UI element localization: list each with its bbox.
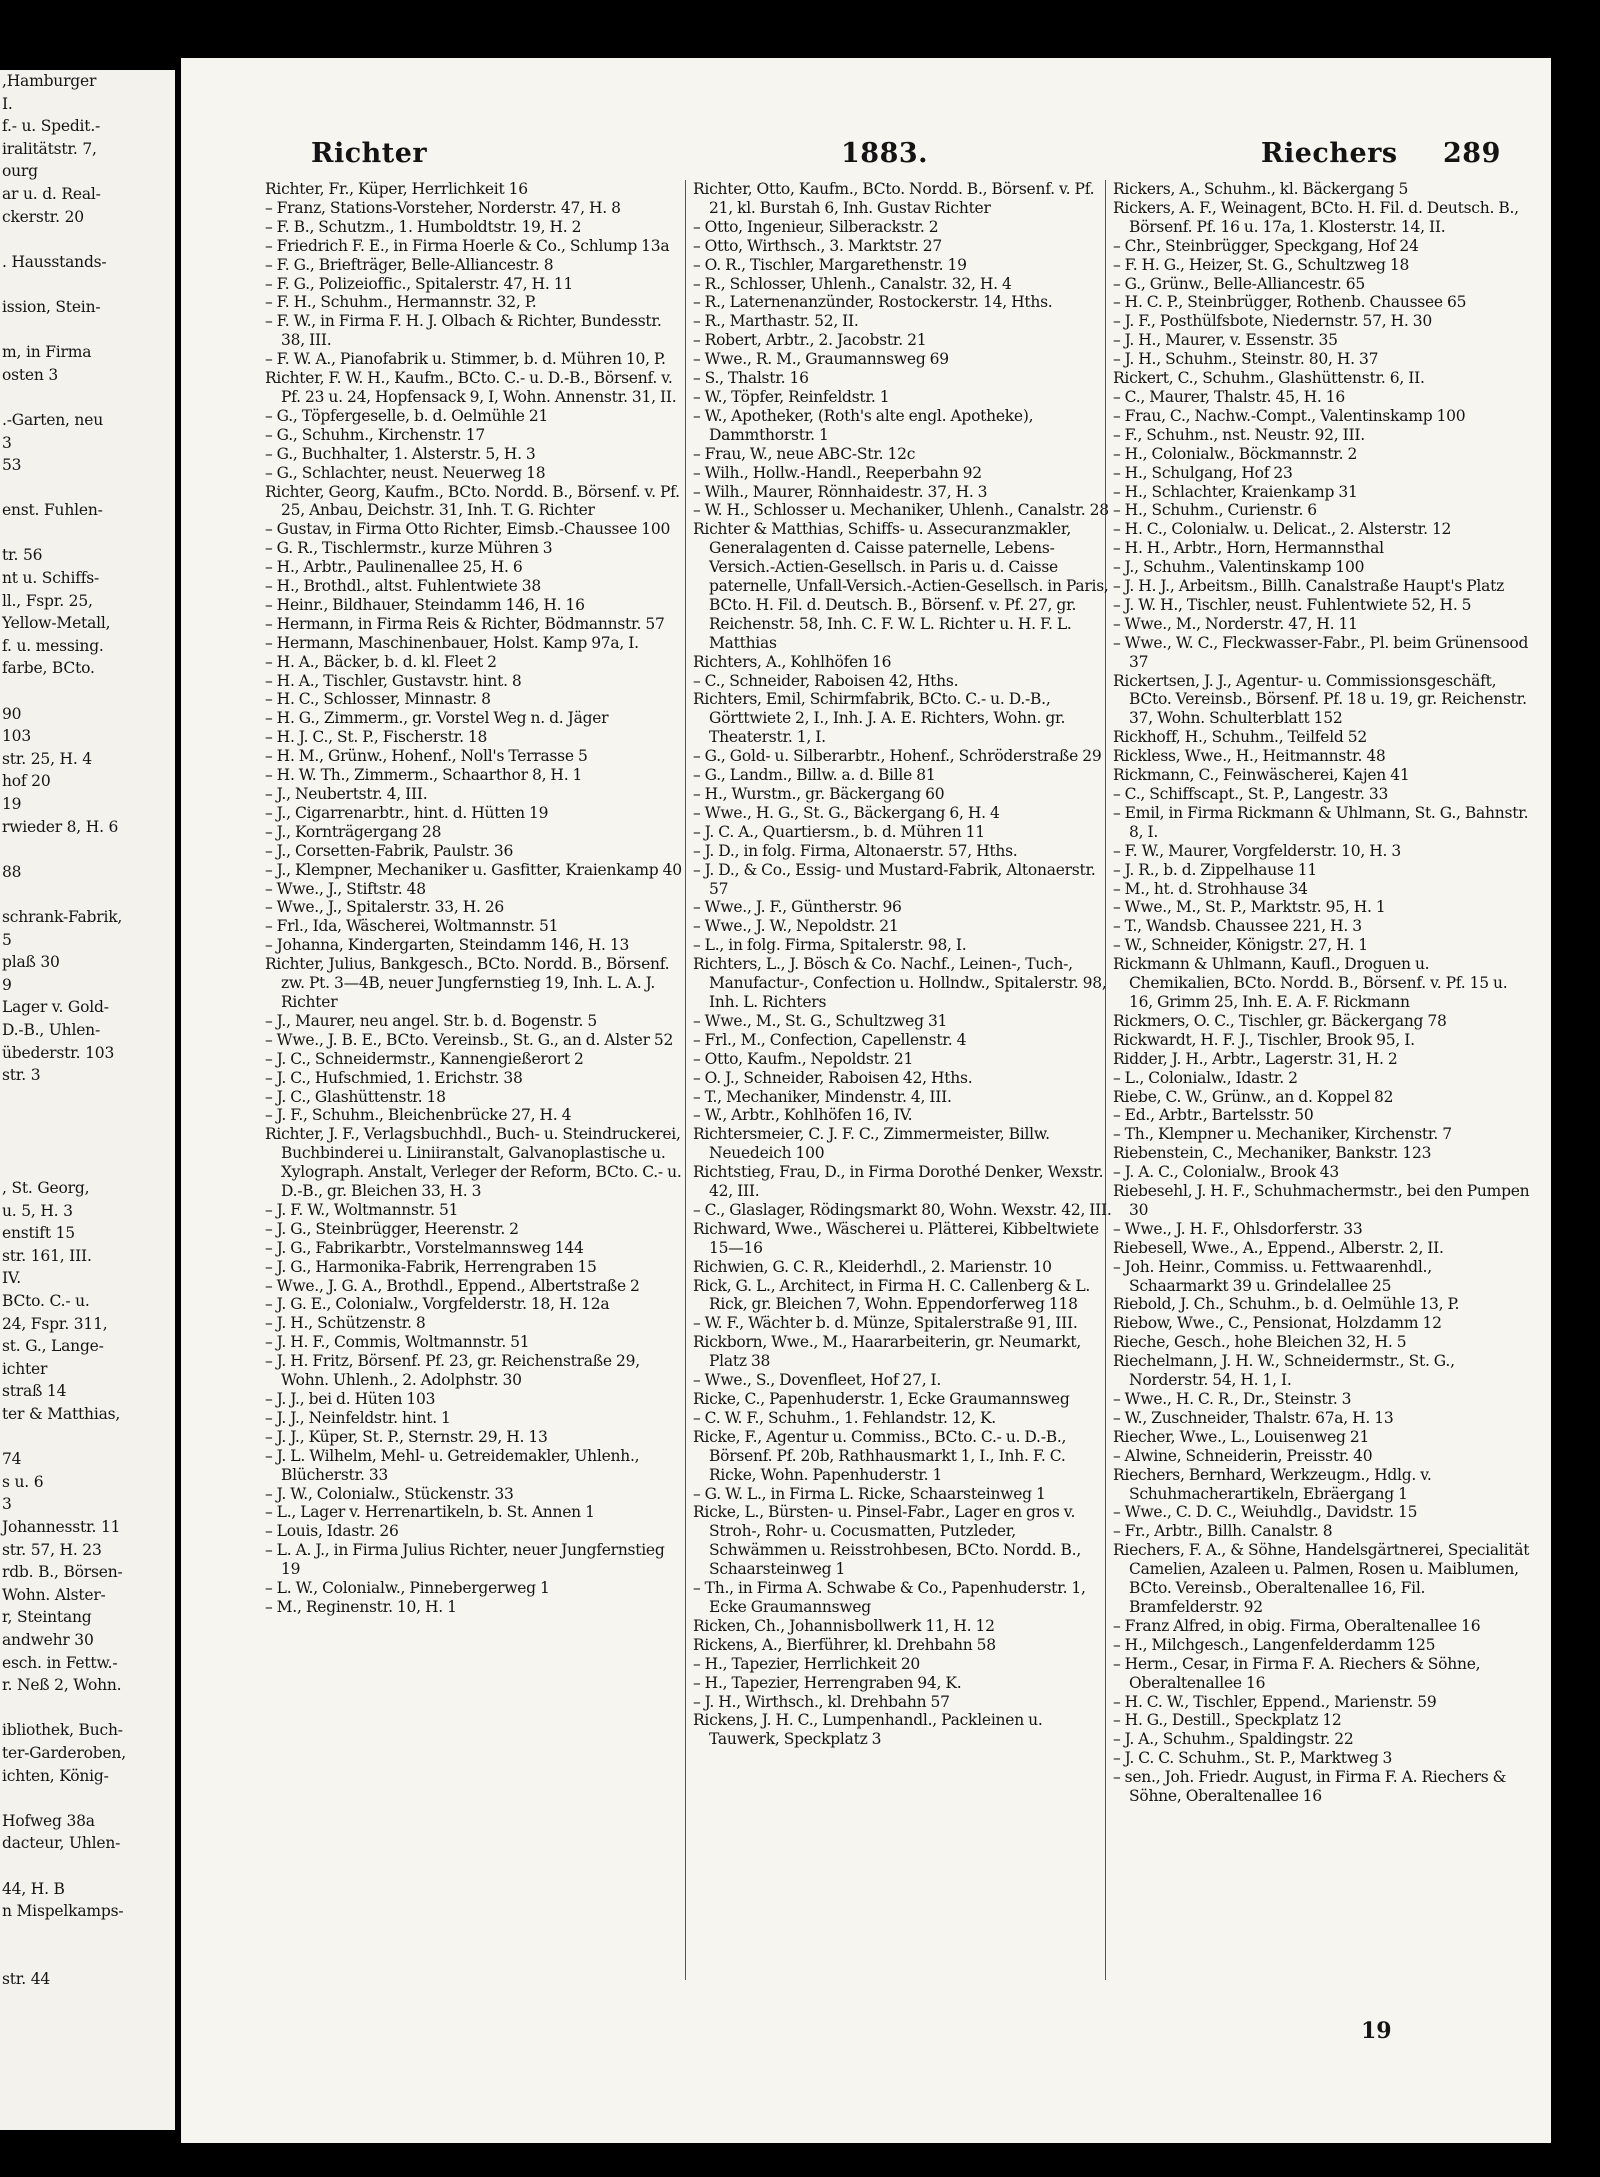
directory-entry: – H. A., Bäcker, b. d. kl. Fleet 2 [265,652,497,671]
previous-page-line: übederstr. 103 [2,1043,115,1062]
previous-page-line: 3 [2,433,12,452]
directory-entry: – W., Schneider, Königstr. 27, H. 1 [1113,936,1368,955]
directory-entry: – J., Klempner, Mechaniker u. Gasfitter, Kraienkamp 40 [265,860,682,879]
previous-page-line: n Mispelkamps- [2,1902,124,1921]
previous-page-line: str. 44 [2,1969,51,1988]
directory-entry: – Gustav, in Firma Otto Richter, Eimsb.-Chaussee 100 [265,520,671,539]
directory-entry: Rickers, A. F., Weinagent, BCto. H. Fil. d. Deutsch. B., Börsenf. Pf. 16 u. 17a, 1. Klosterstr. 14, II. [1113,198,1519,236]
directory-entry: – Chr., Steinbrügger, Speckgang, Hof 24 [1113,236,1419,255]
running-header [181,138,1551,178]
directory-entry: – J. F. W., Woltmannstr. 51 [265,1200,459,1219]
directory-entry: – Wwe., M., St. G., Schultzweg 31 [693,1011,948,1030]
directory-entry: – J. H. J., Arbeitsm., Billh. Canalstraße Haupt's Platz [1113,577,1504,596]
previous-page-line: rdb. B., Börsen- [2,1563,123,1582]
directory-entry: – H., Tapezier, Herrengraben 94, K. [693,1673,962,1692]
directory-entry: – J. H., Wirthsch., kl. Drehbahn 57 [693,1692,950,1711]
directory-entry: – Wwe., M., Norderstr. 47, H. 11 [1113,614,1358,633]
directory-entry: Ricke, C., Papenhuderstr. 1, Ecke Graumannsweg [693,1390,1070,1408]
directory-entry: Richwien, G. C. R., Kleiderhdl., 2. Marienstr. 10 [693,1257,1052,1276]
previous-page-line: I. [2,94,13,113]
directory-entry: – J. G., Harmonika-Fabrik, Herrengraben 15 [265,1257,597,1276]
directory-entry: – M., ht. d. Strohhause 34 [1113,879,1308,898]
previous-page-lines [0,70,175,1990]
previous-page-line: BCto. C.- u. [2,1292,90,1311]
directory-entry: Rickertsen, J. J., Agentur- u. Commissionsgeschäft, BCto. Vereinsb., Börsenf. Pf. 18 u. 19, gr. Reichenstr. 37, Wohn. Schulterblatt 152 [1113,671,1527,728]
previous-page-line [0,1109,175,1132]
directory-entry: – Hermann, Maschinenbauer, Holst. Kamp 97a, I. [265,633,639,652]
directory-entry: – G., Landm., Billw. a. d. Bille 81 [693,766,936,785]
directory-entry: – L., Lager v. Herrenartikeln, b. St. Annen 1 [265,1503,595,1522]
directory-entry: Richters, A., Kohlhöfen 16 [693,652,892,671]
directory-entry: – F., Schuhm., nst. Neustr. 92, III. [1113,425,1365,444]
directory-entry: – Ed., Arbtr., Bartelsstr. 50 [1113,1106,1314,1125]
directory-entry: – J., Cigarrenarbtr., hint. d. Hütten 19 [265,803,549,822]
directory-entry: – Alwine, Schneiderin, Preisstr. 40 [1113,1446,1373,1465]
directory-entry: Riebe, C. W., Grünw., an d. Koppel 82 [1113,1087,1394,1106]
directory-entry: Riebenstein, C., Mechaniker, Bankstr. 123 [1113,1144,1432,1163]
directory-entry: – Wilh., Hollw.-Handl., Reeperbahn 92 [693,463,982,482]
directory-entry: – J. C. A., Quartiersm., b. d. Mühren 11 [693,822,985,841]
previous-page-line [0,1087,175,1110]
previous-page-line: tr. 56 [2,546,43,565]
directory-entry: – J. H., Maurer, v. Essenstr. 35 [1113,331,1338,350]
directory-entry: – C. W. F., Schuhm., 1. Fehlandstr. 12, K. [693,1408,996,1427]
directory-entry: – Heinr., Bildhauer, Steindamm 146, H. 16 [265,595,585,614]
previous-page-line: 53 [2,456,22,475]
previous-page-line: f. u. messing. [2,636,104,655]
previous-page-line: ichter [2,1359,48,1378]
previous-page-line [0,838,175,861]
directory-entry: – J. H. F., Commis, Woltmannstr. 51 [265,1333,530,1352]
directory-entry: Rickens, J. H. C., Lumpenhandl., Packleinen u. Tauwerk, Speckplatz 3 [693,1711,1043,1749]
directory-entry: – Hermann, in Firma Reis & Richter, Bödmannstr. 57 [265,614,665,633]
directory-entry: – H., Schlachter, Kraienkamp 31 [1113,482,1358,501]
directory-entry: – J. F., Posthülfsbote, Niedernstr. 57, H. 30 [1113,312,1432,331]
directory-entry: – Frl., Ida, Wäscherei, Woltmannstr. 51 [265,917,559,936]
directory-entry: – Wwe., J. W., Nepoldstr. 21 [693,917,899,936]
previous-page-line: ourg [2,162,38,181]
directory-entry: – J., Kornträgergang 28 [265,822,442,841]
directory-entry: Riechelmann, J. H. W., Schneidermstr., St. G., Norderstr. 54, H. 1, I. [1113,1352,1455,1390]
directory-entry: – G. R., Tischlermstr., kurze Mühren 3 [265,539,553,558]
directory-entry: Rickless, Wwe., H., Heitmannstr. 48 [1113,747,1386,766]
directory-entry: – J. G., Steinbrügger, Heerenstr. 2 [265,1219,519,1238]
directory-entry: – Wwe., J., Stiftstr. 48 [265,879,426,898]
directory-entry: – Wwe., J. B. E., BCto. Vereinsb., St. G., an d. Alster 52 [265,1030,674,1049]
previous-page-line: hof 20 [2,772,51,791]
previous-page-line: 5 [2,930,12,949]
directory-entry: – R., Laternenanzünder, Rostockerstr. 14, Hths. [693,293,1053,312]
directory-entry: Rickwardt, H. F. J., Tischler, Brook 95, I. [1113,1030,1415,1049]
directory-entry: Riebesell, Wwe., A., Eppend., Alberstr. 2, II. [1113,1238,1444,1257]
directory-entry: – H. C. P., Steinbrügger, Rothenb. Chaussee 65 [1113,293,1467,312]
directory-entry: – Th., in Firma A. Schwabe & Co., Papenhuderstr. 1, Ecke Graumannsweg [693,1579,1086,1616]
directory-entry: – S., Thalstr. 16 [693,369,809,388]
previous-page-line: straß 14 [2,1382,67,1401]
directory-entry: – H. G., Destill., Speckplatz 12 [1113,1711,1342,1730]
directory-entry: – C., Maurer, Thalstr. 45, H. 16 [1113,387,1345,406]
directory-entry: – L., Colonialw., Idastr. 2 [1113,1068,1298,1087]
directory-entry: Rickens, A., Bierführer, kl. Drehbahn 58 [693,1635,996,1654]
directory-entry: Richter, F. W. H., Kaufm., BCto. C.- u. D.-B., Börsenf. v. Pf. 23 u. 24, Hopfensack 9, I, Wohn. Annenstr. 31, II. [265,369,677,406]
previous-page-line: ichten, König- [2,1766,109,1785]
previous-page-line: plaß 30 [2,953,60,972]
directory-entry: – R., Schlosser, Uhlenh., Canalstr. 32, H. 4 [693,274,1012,293]
previous-page-line: osten 3 [2,365,59,384]
directory-entry: – H. J. C., St. P., Fischerstr. 18 [265,728,488,747]
directory-entry: – Fr., Arbtr., Billh. Canalstr. 8 [1113,1522,1333,1541]
previous-page-line: 24, Fspr. 311, [2,1314,108,1333]
directory-entry: Richtstieg, Frau, D., in Firma Dorothé Denker, Wexstr. 42, III. [693,1163,1104,1201]
directory-entry: – J., Corsetten-Fabrik, Paulstr. 36 [265,841,514,860]
directory-entry: – sen., Joh. Friedr. August, in Firma F. A. Riechers & Söhne, Oberaltenallee 16 [1113,1768,1507,1806]
directory-entry: – H., Tapezier, Herrlichkeit 20 [693,1654,921,1673]
directory-entry: Riebesehl, J. H. F., Schuhmachermstr., bei den Pumpen 30 [1113,1182,1530,1219]
directory-entry: – H. M., Grünw., Hohenf., Noll's Terrasse 5 [265,747,588,766]
directory-entry: – G., Schuhm., Kirchenstr. 17 [265,425,485,444]
directory-entry: – J. C., Schneidermstr., Kannengießerort 2 [265,1049,584,1068]
previous-page-line: str. 25, H. 4 [2,749,92,768]
previous-page-line [0,319,175,342]
directory-entry: – G. W. L., in Firma L. Ricke, Schaarsteinweg 1 [693,1484,1046,1503]
previous-page-line: 19 [2,795,22,813]
previous-page-line: Yellow-Metall, [2,614,111,633]
previous-page-line [0,883,175,906]
directory-entry: – H. C. W., Tischler, Eppend., Marienstr. 59 [1113,1692,1437,1711]
directory-entry: – H. C., Colonialw. u. Delicat., 2. Alsterstr. 12 [1113,520,1452,539]
directory-entry: – L. A. J., in Firma Julius Richter, neuer Jungfernstieg 19 [265,1541,665,1579]
directory-entry: – W., Zuschneider, Thalstr. 67a, H. 13 [1113,1408,1394,1427]
directory-entry: – F. W., Maurer, Vorgfelderstr. 10, H. 3 [1113,841,1401,860]
directory-entry: Rickers, A., Schuhm., kl. Bäckergang 5 [1113,180,1409,198]
directory-entry: – Franz, Stations-Vorsteher, Norderstr. 47, H. 8 [265,198,621,217]
directory-entry: – F. H., Schuhm., Hermannstr. 32, P. [265,293,537,312]
previous-page-line [0,1855,175,1878]
previous-page-line [0,1945,175,1968]
directory-entry: – O. J., Schneider, Raboisen 42, Hths. [693,1068,973,1087]
previous-page-line: ter-Garderoben, [2,1743,126,1762]
previous-page-line: st. G., Lange- [2,1337,104,1356]
directory-entry: – Wwe., H. G., St. G., Bäckergang 6, H. 4 [693,803,1000,822]
directory-entry: – H., Arbtr., Paulinenallee 25, H. 6 [265,558,523,577]
directory-entry: – W., Arbtr., Kohlhöfen 16, IV. [693,1106,913,1125]
directory-entry: – Wwe., S., Dovenfleet, Hof 27, I. [693,1371,942,1390]
directory-entry: – H. G., Zimmerm., gr. Vorstel Weg n. d. Jäger [265,709,609,728]
previous-page-line [0,1923,175,1946]
previous-page-line [0,680,175,703]
previous-page-line: str. 3 [2,1066,41,1085]
directory-entry: – Franz Alfred, in obig. Firma, Oberaltenallee 16 [1113,1616,1481,1635]
directory-column-2 [693,180,1113,2090]
directory-entry: Richters, L., J. Bösch & Co. Nachf., Leinen-, Tuch-, Manufactur-, Confection u. Hollndw., Spitalerstr. 98, Inh. L. Richters [693,955,1107,1011]
previous-page-line: rwieder 8, H. 6 [2,817,119,836]
directory-entry: – Emil, in Firma Rickmann & Uhlmann, St. G., Bahnstr. 8, I. [1113,803,1529,841]
directory-entry: – F. G., Polizeioffic., Spitalerstr. 47, H. 11 [265,274,573,293]
directory-entry: – J. A. C., Colonialw., Brook 43 [1113,1163,1340,1182]
directory-entry: – H., Brothdl., altst. Fuhlentwiete 38 [265,577,541,596]
previous-page-line: enstift 15 [2,1224,75,1243]
signature-mark: 19 [1361,2018,1392,2044]
previous-page-line: 3 [2,1495,12,1514]
directory-entry: – Herm., Cesar, in Firma F. A. Riechers & Söhne, Oberaltenallee 16 [1113,1654,1481,1692]
previous-page-line: enst. Fuhlen- [2,501,103,520]
directory-entry: Richter, J. F., Verlagsbuchhdl., Buch- u. Steindruckerei, Buchbinderei u. Liniiranstalt, Galvanoplastische u. Xylograph. Anstalt, Verleger der Reform, BCto. C.- u. D.-B., gr. Bleichen 33, H. 3 [265,1125,682,1201]
directory-entry: – C., Glaslager, Rödingsmarkt 80, Wohn. Wexstr. 42, III. [693,1200,1112,1219]
directory-entry: – Joh. Heinr., Commiss. u. Fettwaarenhdl., Schaarmarkt 39 u. Grindelallee 25 [1113,1257,1432,1295]
previous-page-line: r, Steintang [2,1608,92,1627]
directory-entry: – J. H., Schuhm., Steinstr. 80, H. 37 [1113,350,1379,369]
directory-entry: – F. G., Briefträger, Belle-Alliancestr. 8 [265,255,554,274]
previous-page-line [0,273,175,296]
previous-page-line: Lager v. Gold- [2,998,109,1017]
directory-entry: – R., Marthastr. 52, II. [693,312,859,331]
previous-page-line: Johannesstr. 11 [2,1518,121,1536]
directory-entry: – H., Schuhm., Curienstr. 6 [1113,501,1317,520]
previous-page-line: u. 5, H. 3 [2,1201,73,1220]
directory-entry: – Frau, C., Nachw.-Compt., Valentinskamp 100 [1113,406,1466,425]
directory-entry: – M., Reginenstr. 10, H. 1 [265,1597,457,1616]
directory-entry: – Wwe., W. C., Fleckwasser-Fabr., Pl. beim Grünensood 37 [1113,633,1529,671]
previous-page-line: 88 [2,862,22,881]
header-year: 1883. [841,138,929,169]
previous-page-line: 9 [2,975,12,994]
directory-entry: – C., Schneider, Raboisen 42, Hths. [693,671,959,690]
directory-entry: – J. H. Fritz, Börsenf. Pf. 23, gr. Reichenstraße 29, Wohn. Uhlenh., 2. Adolphstr. 30 [265,1352,640,1390]
previous-page-line [0,1155,175,1178]
directory-entry: – W., Töpfer, Reinfeldstr. 1 [693,387,890,406]
previous-page-line [0,1787,175,1810]
directory-entry: – J. A., Schuhm., Spaldingstr. 22 [1113,1730,1354,1749]
directory-entry: – Wilh., Maurer, Rönnhaidestr. 37, H. 3 [693,482,988,501]
directory-entry: – G., Schlachter, neust. Neuerweg 18 [265,463,546,482]
directory-entry: – F. W., in Firma F. H. J. Olbach & Richter, Bundesstr. 38, III. [265,312,662,350]
directory-entry: Riechers, Bernhard, Werkzeugm., Hdlg. v. Schuhmacherartikeln, Ebräergang 1 [1113,1465,1432,1503]
directory-entry: – Wwe., C. D. C., Weiuhdlg., Davidstr. 15 [1113,1503,1418,1522]
directory-entry: – J. W. H., Tischler, neust. Fuhlentwiete 52, H. 5 [1113,595,1472,614]
previous-page-line: ll., Fspr. 25, [2,591,93,610]
directory-entry: Riebow, Wwe., C., Pensionat, Holzdamm 12 [1113,1314,1442,1333]
directory-entry: Rickborn, Wwe., M., Haararbeiterin, gr. Neumarkt, Platz 38 [693,1333,1082,1371]
previous-page-line: f.- u. Spedit.- [2,117,101,136]
previous-page-line: str. 57, H. 23 [2,1540,102,1559]
previous-page-line [0,228,175,251]
directory-entry: – L., in folg. Firma, Spitalerstr. 98, I. [693,936,967,955]
header-left-keyword: Richter [311,138,428,169]
previous-page-line: schrank-Fabrik, [2,907,123,926]
directory-entry: – J. J., Neinfeldstr. hint. 1 [265,1408,451,1427]
previous-page-line: Wohn. Alster- [2,1585,106,1604]
directory-entry: – Otto, Ingenieur, Silberackstr. 2 [693,217,939,236]
directory-entry: – H., Schulgang, Hof 23 [1113,463,1293,482]
directory-column-1 [265,180,685,2090]
directory-entry: – Johanna, Kindergarten, Steindamm 146, H. 13 [265,936,630,955]
directory-entry: – T., Wandsb. Chaussee 221, H. 3 [1113,917,1362,936]
directory-entry: Richter, Fr., Küper, Herrlichkeit 16 [265,180,528,198]
previous-page-line: ar u. d. Real- [2,184,101,203]
previous-page-line: farbe, BCto. [2,659,95,678]
directory-entry: Richter, Julius, Bankgesch., BCto. Nordd. B., Börsenf. zw. Pt. 3—4B, neuer Jungfernstieg 19, Inh. L. A. J. Richter [265,955,670,1011]
directory-entry: – W., Apotheker, (Roth's alte engl. Apotheke), Dammthorstr. 1 [693,406,1034,444]
previous-page-line: ission, Stein- [2,297,101,316]
directory-entry: – F. H. G., Heizer, St. G., Schultzweg 18 [1113,255,1410,274]
directory-column-3 [1113,180,1533,2090]
previous-page-line: dacteur, Uhlen- [2,1834,121,1853]
directory-entry: – Wwe., J. F., Güntherstr. 96 [693,898,902,917]
directory-entry: – G., Gold- u. Silberarbtr., Hohenf., Schröderstraße 29 [693,747,1102,766]
previous-page-line [0,477,175,500]
directory-entry: Rickmann, C., Feinwäscherei, Kajen 41 [1113,766,1410,785]
previous-page-line: str. 161, III. [2,1246,92,1265]
directory-entry: – J., Maurer, neu angel. Str. b. d. Bogenstr. 5 [265,1011,598,1030]
directory-entry: Ricke, L., Bürsten- u. Pinsel-Fabr., Lager en gros v. Stroh-, Rohr- u. Cocusmatten, Putzleder, Schwämmen u. Reisstrohbesen, BCto. Nordd. B., Schaarsteinweg 1 [693,1503,1082,1579]
directory-entry: – Wwe., M., St. P., Marktstr. 95, H. 1 [1113,898,1386,917]
directory-entry: – J. C., Glashüttenstr. 18 [265,1087,446,1106]
directory-entry: – H. C., Schlosser, Minnastr. 8 [265,690,491,709]
previous-page-line: 103 [2,727,31,746]
directory-entry: – J., Neubertstr. 4, III. [265,785,428,803]
previous-page-line: ter & Matthias, [2,1405,121,1424]
directory-entry: – H. H., Arbtr., Horn, Hermannsthal [1113,539,1384,558]
directory-entry: Richter, Otto, Kaufm., BCto. Nordd. B., Börsenf. v. Pf. 21, kl. Burstah 6, Inh. Gustav Richter [693,180,1095,217]
directory-entry: Rickmann & Uhlmann, Kaufl., Droguen u. Chemikalien, BCto. Nordd. B., Börsenf. v. Pf. 15 u. 16, Grimm 25, Inh. E. A. F. Rickmann [1113,955,1508,1011]
directory-entry: – Frau, W., neue ABC-Str. 12c [693,444,916,463]
directory-entry: – Wwe., J., Spitalerstr. 33, H. 26 [265,898,505,917]
directory-entry: – J. J., Küper, St. P., Sternstr. 29, H. 13 [265,1427,548,1446]
directory-entry: – H., Milchgesch., Langenfelderdamm 125 [1113,1635,1436,1654]
previous-page-line: D.-B., Uhlen- [2,1020,101,1039]
directory-entry: – H. W. Th., Zimmerm., Schaarthor 8, H. 1 [265,766,583,785]
previous-page-line: .-Garten, neu [2,410,103,429]
previous-page-line: ,Hamburger [2,72,97,90]
directory-entry: Richter & Matthias, Schiffs- u. Assecuranzmakler, Generalagenten d. Caisse paternelle, Lebens-Versich.-Actien-Gesellsch. in Paris u. d. Caisse paternelle, Unfall-Versich.-Actien-Gesellsch. in Paris, BCto. H. Fil. d. Deutsch. B., Börsenf. v. Pf. 27, gr. Reichenstr. 58, Inh. C. F. W. L. Richter u. H. F. L. Matthias [693,520,1109,652]
directory-entry: Richward, Wwe., Wäscherei u. Plätterei, Kibbeltwiete 15—16 [693,1219,1099,1257]
directory-entry: – Wwe., J. H. F., Ohlsdorferstr. 33 [1113,1219,1363,1238]
directory-entry: – J. J., bei d. Hüten 103 [265,1390,436,1408]
directory-entry: Richtersmeier, C. J. F. C., Zimmermeister, Billw. Neuedeich 100 [693,1125,1050,1163]
directory-entry: – Wwe., H. C. R., Dr., Steinstr. 3 [1113,1390,1352,1408]
directory-entry: – Wwe., R. M., Graumannsweg 69 [693,350,949,369]
directory-entry: – Robert, Arbtr., 2. Jacobstr. 21 [693,331,927,350]
directory-entry: – J. G. E., Colonialw., Vorgfelderstr. 18, H. 12a [265,1295,610,1314]
directory-entry: Rickert, C., Schuhm., Glashüttenstr. 6, II. [1113,369,1425,388]
page-number: 289 [1443,138,1501,169]
previous-page-line: 90 [2,704,22,723]
directory-entry: – J. R., b. d. Zippelhause 11 [1113,860,1317,879]
directory-entry: – G., Töpfergeselle, b. d. Oelmühle 21 [265,406,549,425]
directory-entry: – Louis, Idastr. 26 [265,1522,399,1541]
directory-entry: – O. R., Tischler, Margarethenstr. 19 [693,255,967,274]
previous-page-line: iralitätstr. 7, [2,139,97,158]
directory-entry: – F. W. A., Pianofabrik u. Stimmer, b. d. Mühren 10, P. [265,350,666,369]
previous-page-line: andwehr 30 [2,1630,94,1649]
directory-entry: – Otto, Kaufm., Nepoldstr. 21 [693,1049,914,1068]
directory-entry: Rickmers, O. C., Tischler, gr. Bäckergang 78 [1113,1011,1447,1030]
directory-entry: – H., Colonialw., Böckmannstr. 2 [1113,444,1358,463]
previous-page-line [0,386,175,409]
directory-entry: – J. H., Schützenstr. 8 [265,1314,426,1333]
directory-entry: – C., Schiffscapt., St. P., Langestr. 33 [1113,785,1389,803]
directory-entry: Rick, G. L., Architect, in Firma H. C. Callenberg & L. Rick, gr. Bleichen 7, Wohn. Eppendorferweg 118 [693,1276,1091,1314]
directory-entry: – J. L. Wilhelm, Mehl- u. Getreidemakler, Uhlenh., Blücherstr. 33 [265,1446,640,1484]
directory-entry: Riecher, Wwe., L., Louisenweg 21 [1113,1427,1370,1446]
directory-entry: Rickhoff, H., Schuhm., Teilfeld 52 [1113,728,1367,747]
directory-entry: – J. D., & Co., Essig- und Mustard-Fabrik, Altonaerstr. 57 [693,860,1096,898]
previous-page-line: Hofweg 38a [2,1811,95,1830]
previous-page-line: ibliothek, Buch- [2,1721,123,1740]
directory-entry: – H. A., Tischler, Gustavstr. hint. 8 [265,671,522,690]
directory-entry: Riebold, J. Ch., Schuhm., b. d. Oelmühle 13, P. [1113,1295,1460,1314]
previous-page-line: 74 [2,1450,22,1469]
directory-entry: – J. W., Colonialw., Stückenstr. 33 [265,1484,514,1503]
directory-entry: – J. G., Fabrikarbtr., Vorstelmannsweg 144 [265,1238,584,1257]
directory-entry: Riechers, F. A., & Söhne, Handelsgärtnerei, Specialität Camelien, Azaleen u. Palmen, Rosen u. Maiblumen, BCto. Vereinsb., Oberaltenallee 16, Fil. Bramfelderstr. 92 [1113,1541,1530,1616]
directory-entry: – J. F., Schuhm., Bleichenbrücke 27, H. 4 [265,1106,572,1125]
directory-entry: – T., Mechaniker, Mindenstr. 4, III. [693,1087,952,1106]
directory-entry: – Th., Klempner u. Mechaniker, Kirchenstr. 7 [1113,1125,1452,1144]
directory-entry: Rieche, Gesch., hohe Bleichen 32, H. 5 [1113,1333,1407,1352]
previous-page-line: m, in Firma [2,343,92,362]
directory-entry: Ricken, Ch., Johannisbollwerk 11, H. 12 [693,1616,995,1635]
directory-page [181,58,1551,2143]
header-right-keyword: Riechers [1261,138,1398,169]
previous-page-line [0,1697,175,1720]
directory-entry: Richters, Emil, Schirmfabrik, BCto. C.- u. D.-B., Görttwiete 2, I., Inh. J. A. E. Richters, Wohn. gr. Theaterstr. 1, I. [693,690,1066,747]
column-rule [685,180,686,1980]
directory-entry: – G., Buchhalter, 1. Alsterstr. 5, H. 3 [265,444,536,463]
previous-page-line [0,522,175,545]
directory-entry: – L. W., Colonialw., Pinnebergerweg 1 [265,1579,550,1598]
directory-entry: – J. D., in folg. Firma, Altonaerstr. 57, Hths. [693,841,1018,860]
previous-page-strip [0,70,175,2130]
directory-entry: – G., Grünw., Belle-Alliancestr. 65 [1113,274,1366,293]
directory-entry: Ricke, F., Agentur u. Commiss., BCto. C.- u. D.-B., Börsenf. Pf. 20b, Rathhausmarkt 1, I., Inh. F. C. Ricke, Wohn. Papenhuderstr. 1 [693,1427,1067,1484]
directory-entry: – W. F., Wächter b. d. Münze, Spitalerstraße 91, III. [693,1314,1078,1333]
directory-entry: – Friedrich F. E., in Firma Hoerle & Co., Schlump 13a [265,236,670,255]
previous-page-line: . Hausstands- [2,252,107,271]
previous-page-line: , St. Georg, [2,1179,90,1198]
previous-page-line: IV. [2,1269,21,1288]
directory-entry: – J. C., Hufschmied, 1. Erichstr. 38 [265,1068,523,1087]
directory-entry: – H., Wurstm., gr. Bäckergang 60 [693,785,945,803]
directory-entry: – W. H., Schlosser u. Mechaniker, Uhlenh., Canalstr. 28 [693,501,1109,520]
directory-entry: – Otto, Wirthsch., 3. Marktstr. 27 [693,236,942,255]
previous-page-line: ckerstr. 20 [2,207,84,226]
previous-page-line: r. Neß 2, Wohn. [2,1676,122,1695]
directory-entry: Ridder, J. H., Arbtr., Lagerstr. 31, H. 2 [1113,1049,1398,1068]
previous-page-line: 44, H. B [2,1879,65,1898]
previous-page-line: esch. in Fettw.- [2,1653,118,1672]
directory-entry: Richter, Georg, Kaufm., BCto. Nordd. B., Börsenf. v. Pf. 25, Anbau, Deichstr. 31, Inh. T. G. Richter [265,482,680,520]
directory-entry: – F. B., Schutzm., 1. Humboldtstr. 19, H. 2 [265,217,582,236]
previous-page-line [0,1132,175,1155]
previous-page-line: s u. 6 [2,1472,44,1491]
directory-entry: – Frl., M., Confection, Capellenstr. 4 [693,1030,967,1049]
directory-entry: – J. C. C. Schuhm., St. P., Marktweg 3 [1113,1749,1393,1768]
directory-entry: – J., Schuhm., Valentinskamp 100 [1113,558,1365,577]
previous-page-line [0,1426,175,1449]
previous-page-line: nt u. Schiffs- [2,569,100,588]
directory-entry: – Wwe., J. G. A., Brothdl., Eppend., Albertstraße 2 [265,1276,640,1295]
